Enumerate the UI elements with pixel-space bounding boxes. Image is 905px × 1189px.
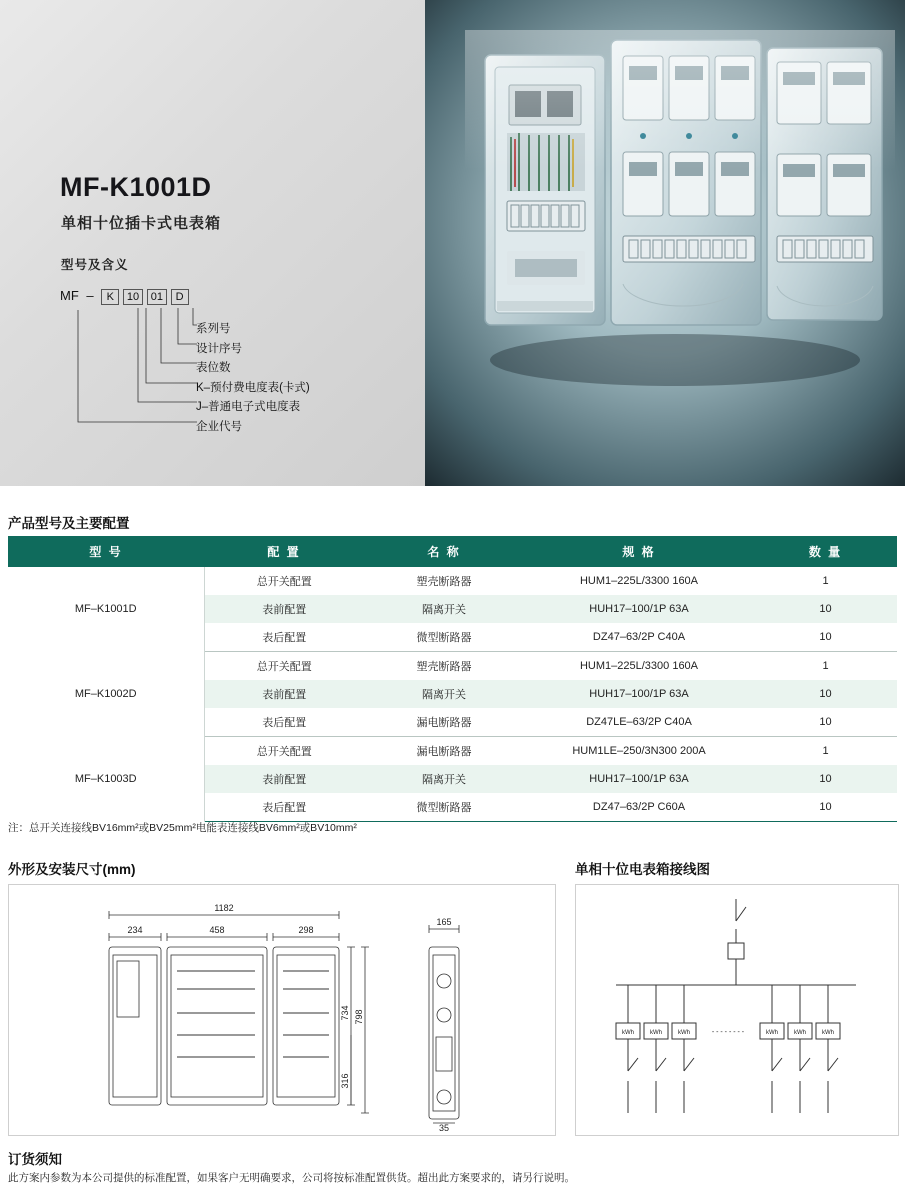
wiring-heading: 单相十位电表箱接线图 <box>575 862 710 877</box>
dim-w2: 458 <box>209 925 225 935</box>
cell-spec: DZ47LE–63/2P C40A <box>524 708 754 737</box>
meter-label: kWh <box>678 1030 690 1036</box>
table-row <box>8 652 897 681</box>
cell-qty: 10 <box>754 595 897 623</box>
table-row <box>8 567 897 595</box>
legend-item: 表位数 <box>196 362 231 374</box>
legend-item: K–预付费电度表(卡式) <box>196 381 310 394</box>
order-heading: 订货须知 <box>8 1152 62 1167</box>
legend-item: 系列号 <box>196 323 231 335</box>
cell-config: 表前配置 <box>204 595 364 623</box>
cell-spec: HUM1LE–250/3N300 200A <box>572 745 706 757</box>
cell-name: 微型断路器 <box>364 623 524 652</box>
model-code-leader-lines <box>60 300 210 440</box>
cell-qty: 10 <box>754 765 897 793</box>
cell-qty: 10 <box>754 793 897 822</box>
dim-w3: 298 <box>298 925 314 935</box>
cell-config: 表后配置 <box>204 793 364 822</box>
cell-name: 微型断路器 <box>364 793 524 822</box>
page-subtitle: 单相十位插卡式电表箱 <box>61 215 222 232</box>
cell-qty: 1 <box>822 745 829 757</box>
cell-model: MF–K1002D <box>8 652 204 737</box>
cell-qty: 1 <box>822 575 829 587</box>
page-title: MF-K1001D <box>60 172 212 202</box>
dimension-heading: 外形及安装尺寸(mm) <box>8 862 136 877</box>
config-section-heading: 产品型号及主要配置 <box>8 516 130 531</box>
cell-config: 表后配置 <box>204 708 364 737</box>
model-meaning-title: 型号及含义 <box>61 258 129 272</box>
wiring-diagram <box>575 884 899 1136</box>
cell-qty: 10 <box>754 623 897 652</box>
cell-spec: HUM1–225L/3300 160A <box>579 660 699 672</box>
col-spec: 规 格 <box>524 536 754 567</box>
config-table <box>8 536 897 822</box>
meter-label: kWh <box>766 1030 778 1036</box>
model-code-box-2: 10 <box>123 289 143 305</box>
table-note: 注：总开关连接线BV16mm²或BV25mm²电能表连接线BV6mm²或BV10mm² <box>8 822 357 834</box>
dim-inner-height: 734 <box>340 1005 350 1021</box>
cell-name: 隔离开关 <box>364 765 524 793</box>
model-code-dash: – <box>86 288 94 303</box>
col-config: 配 置 <box>204 536 364 567</box>
model-code-box-1: K <box>101 289 119 305</box>
cell-spec: HUM1–225L/3300 160A <box>579 575 699 587</box>
cell-spec: DZ47–63/2P C60A <box>524 793 754 822</box>
cell-config: 表后配置 <box>204 623 364 652</box>
dim-foot: 35 <box>438 1123 450 1133</box>
cell-model: MF–K1003D <box>8 737 204 822</box>
cell-name: 塑壳断路器 <box>416 661 472 673</box>
dim-w1: 234 <box>127 925 143 935</box>
meter-label: kWh <box>822 1030 834 1036</box>
dim-total-height: 798 <box>354 1009 364 1025</box>
cell-config: 总开关配置 <box>256 576 312 588</box>
cell-qty: 10 <box>754 708 897 737</box>
col-model: 型 号 <box>8 536 204 567</box>
legend-item: 设计序号 <box>196 342 242 355</box>
product-photo <box>425 0 905 486</box>
meter-box-illustration <box>425 0 905 486</box>
dimension-drawing <box>8 884 556 1136</box>
hero-banner <box>0 0 905 486</box>
cell-config: 表前配置 <box>204 765 364 793</box>
hero-left-panel <box>0 0 425 486</box>
cell-name: 隔离开关 <box>364 595 524 623</box>
dim-depth: 165 <box>436 917 452 927</box>
cell-qty: 10 <box>754 680 897 708</box>
cell-model: MF–K1001D <box>8 567 204 652</box>
meter-label: kWh <box>622 1030 634 1036</box>
cell-config: 总开关配置 <box>256 746 312 758</box>
cell-spec: HUH17–100/1P 63A <box>524 680 754 708</box>
dim-lower-height: 316 <box>340 1073 350 1089</box>
table-row <box>8 737 897 766</box>
legend-item: 企业代号 <box>196 420 242 433</box>
col-qty: 数 量 <box>754 536 897 567</box>
cell-config: 表前配置 <box>204 680 364 708</box>
dim-total-width: 1182 <box>214 903 234 913</box>
cell-spec: HUH17–100/1P 63A <box>524 595 754 623</box>
cell-name: 漏电断路器 <box>416 746 472 758</box>
cell-spec: DZ47–63/2P C40A <box>524 623 754 652</box>
col-name: 名 称 <box>364 536 524 567</box>
order-text: 此方案内参数为本公司提供的标准配置，如果客户无明确要求，公司将按标准配置供货。超出此方案要求的，请另行说明。 <box>8 1172 575 1184</box>
cell-config: 总开关配置 <box>256 661 312 673</box>
model-code-box-3: 01 <box>147 289 167 305</box>
wiring-ellipsis: - - - - - - - - <box>711 1029 745 1036</box>
meter-label: kWh <box>794 1030 806 1036</box>
cell-name: 漏电断路器 <box>364 708 524 737</box>
cell-name: 塑壳断路器 <box>416 576 472 588</box>
model-code-prefix: MF <box>60 288 79 303</box>
meter-label: kWh <box>650 1030 662 1036</box>
table-header-row <box>8 536 897 567</box>
legend-item: J–普通电子式电度表 <box>196 401 301 413</box>
cell-spec: HUH17–100/1P 63A <box>524 765 754 793</box>
cell-qty: 1 <box>822 660 829 672</box>
model-code-legend <box>196 320 310 437</box>
model-code-box-4: D <box>171 289 189 305</box>
cell-name: 隔离开关 <box>364 680 524 708</box>
